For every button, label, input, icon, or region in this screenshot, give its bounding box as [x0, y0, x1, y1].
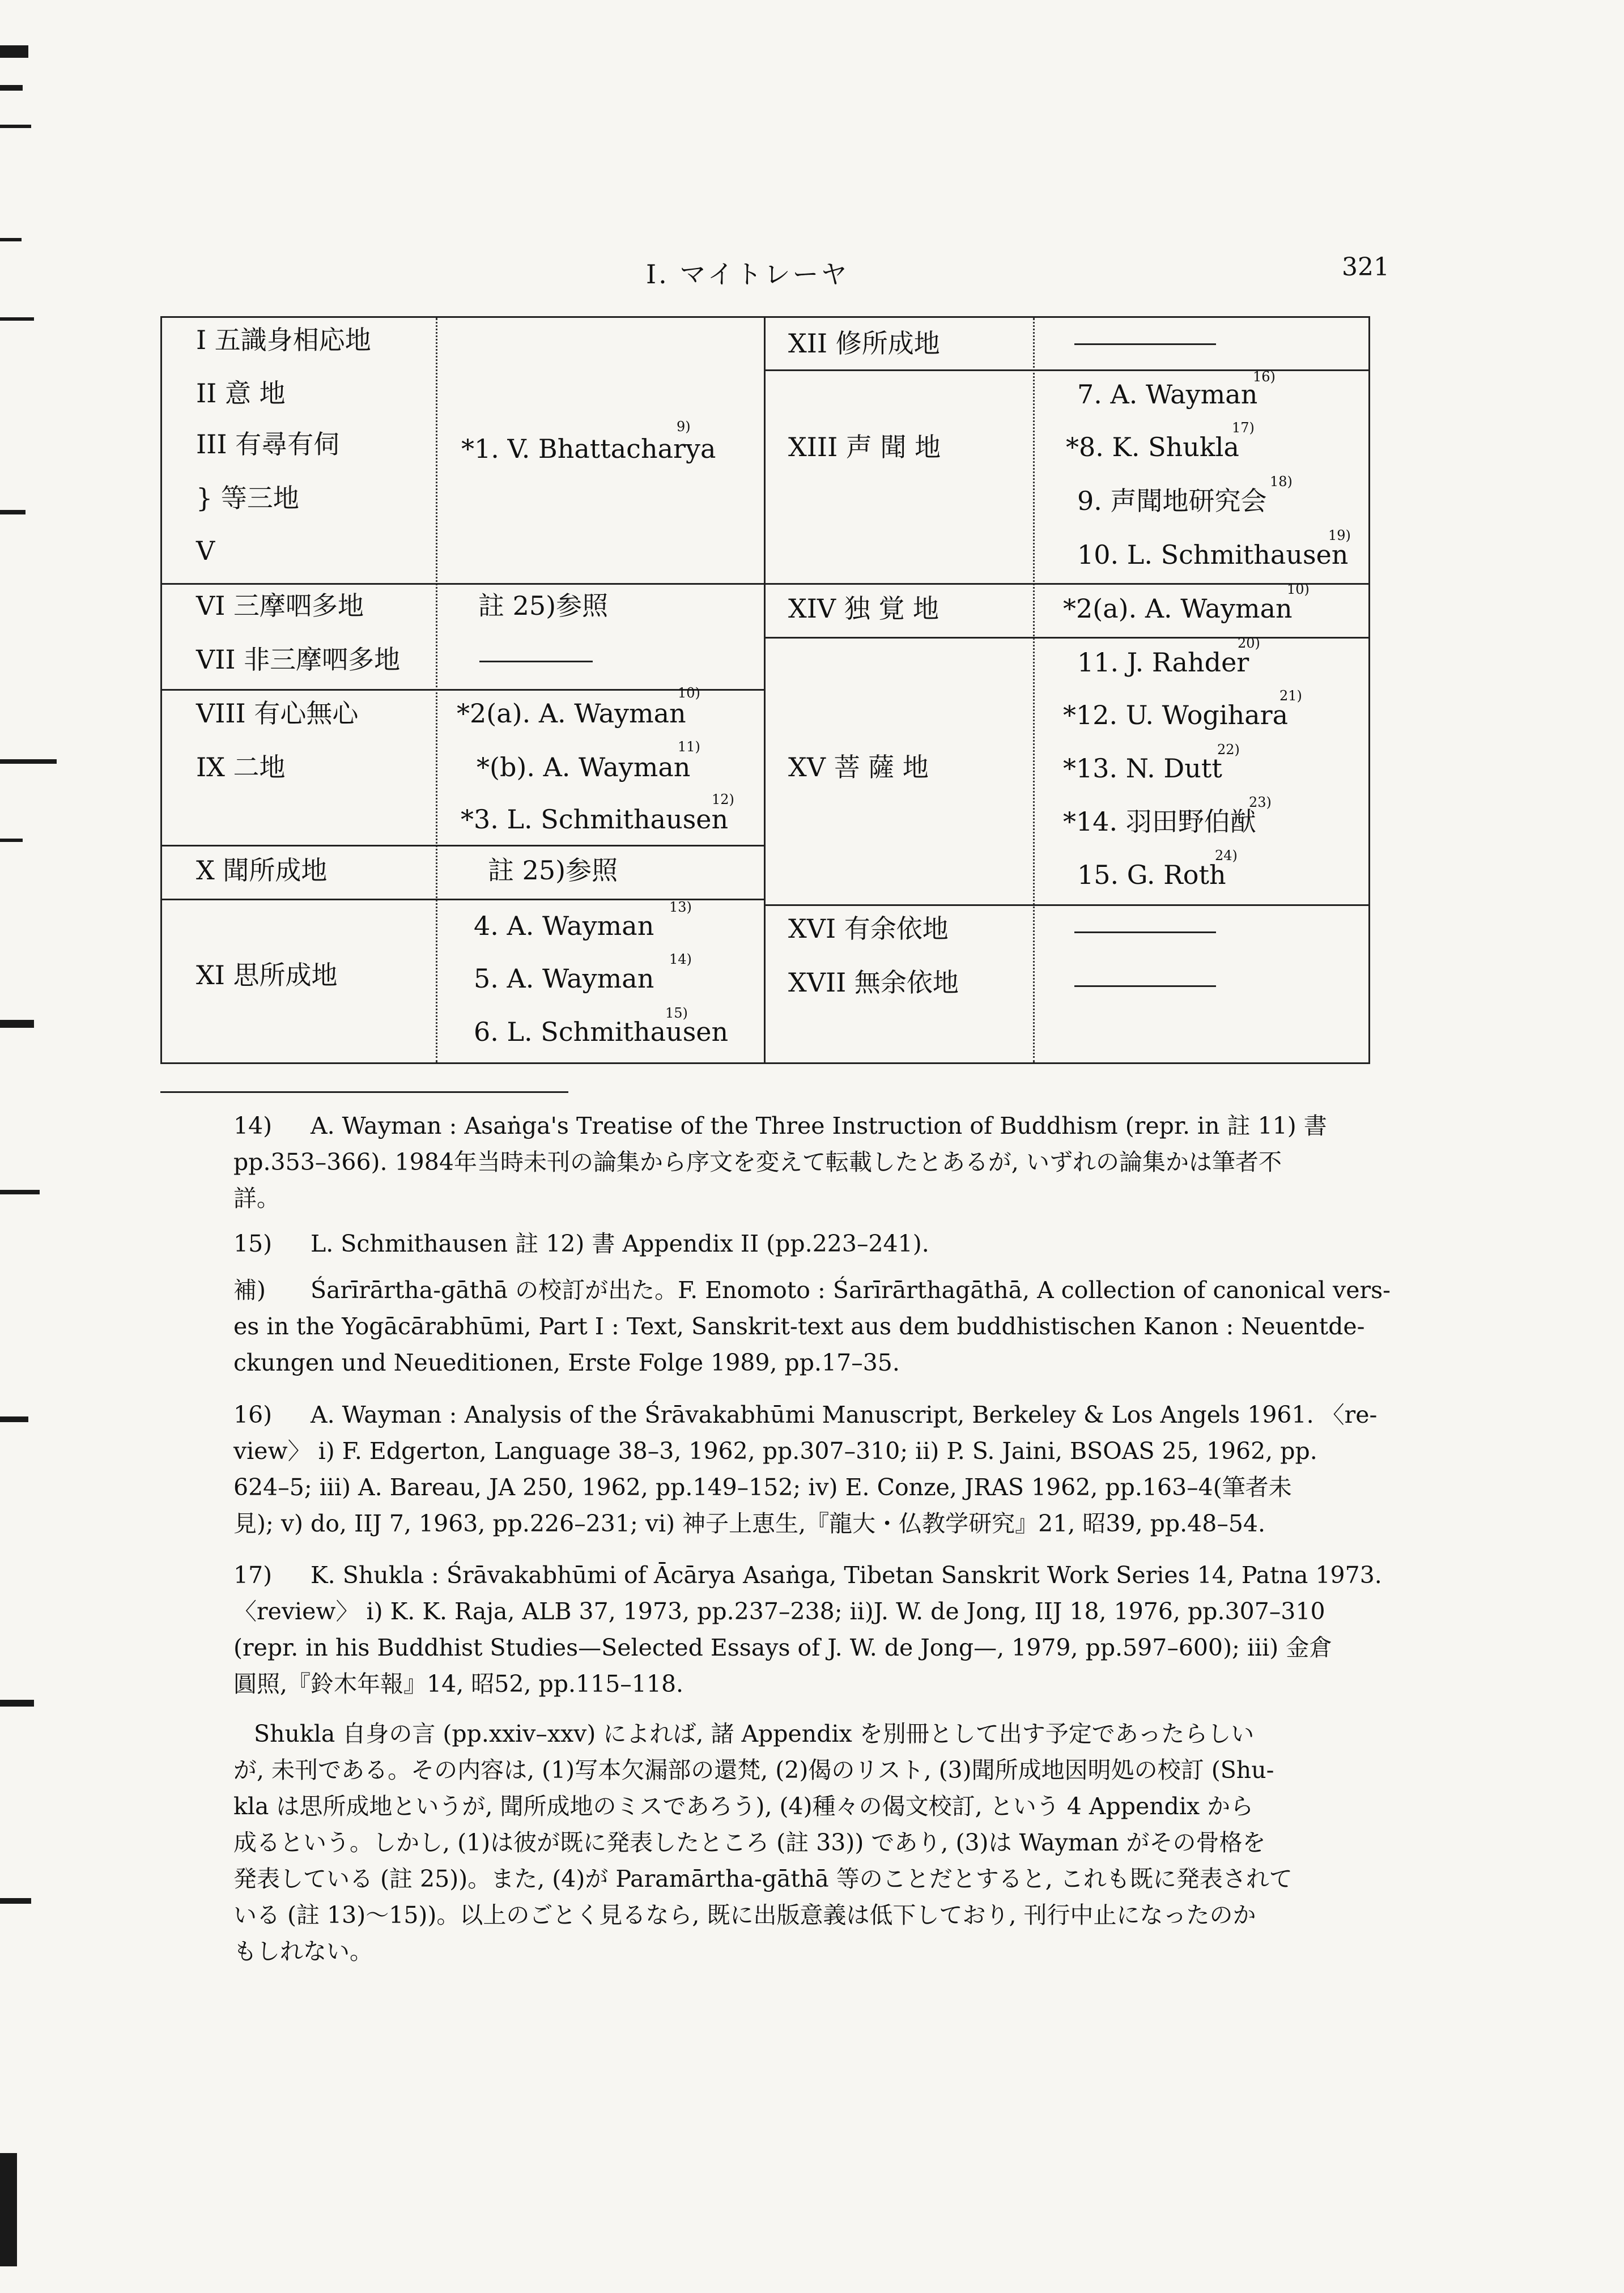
edition-ref: 6. L. Schmithausen [474, 1016, 729, 1047]
left-sub-rule [436, 689, 764, 691]
edition-ref: 註 25)参照 [488, 855, 618, 886]
footnote-line: A. Wayman : Asaṅga's Treatise of the Three Instruction of Buddhism (repr. in 註 11) 書 [311, 1112, 1327, 1139]
edition-ref: *13. N. Dutt [1063, 753, 1222, 784]
section-label: III 有尋有伺 [196, 429, 340, 460]
footnote-marker: 11) [678, 739, 700, 755]
footnote-line: 〈review〉 i) K. K. Raja, ALB 37, 1973, pp.237–238; ii)J. W. de Jong, IIJ 18, 1976, pp.307–310 [233, 1598, 1325, 1625]
footnote-marker: 10) [1287, 581, 1310, 597]
no-edition-dash [1074, 343, 1216, 345]
edition-ref: *14. 羽田野伯猷 [1063, 806, 1256, 837]
section-label: X 聞所成地 [196, 855, 328, 886]
footnote-marker: 9) [677, 419, 691, 435]
edition-ref: *12. U. Wogihara [1063, 700, 1289, 730]
footnote-marker: 18) [1270, 474, 1293, 490]
edition-ref: 15. G. Roth [1077, 860, 1226, 890]
section-label: V [196, 535, 215, 566]
binding-edge [0, 0, 40, 2293]
footnote-line: 見); v) do, IIJ 7, 1963, pp.226–231; vi) 神子上恵生,『龍大・仏教学研究』21, 昭39, pp.48–54. [233, 1510, 1266, 1537]
footnote-marker: 22) [1217, 742, 1240, 758]
edition-ref: 4. A. Wayman [474, 911, 654, 941]
body-paragraph-line: もしれない。 [233, 1938, 373, 1965]
footnote-line: 624–5; iii) A. Bareau, JA 250, 1962, pp.149–152; iv) E. Conze, JRAS 1962, pp.163–4(筆者未 [233, 1474, 1292, 1501]
left-row-rule [162, 845, 764, 846]
footnote-marker: 13) [669, 899, 692, 915]
footnote-line: ckungen und Neueditionen, Erste Folge 1989, pp.17–35. [233, 1349, 900, 1376]
footnote-line: K. Shukla : Śrāvakabhūmi of Ācārya Asaṅga, Tibetan Sanskrit Work Series 14, Patna 1973. [311, 1562, 1382, 1589]
footnote-marker: 17) [1232, 420, 1255, 436]
section-label: IX 二地 [196, 752, 286, 782]
body-paragraph-line: 成るという。しかし, (1)は彼が既に発表したところ (註 33)) であり, (3)は Wayman がその骨格を [233, 1829, 1266, 1856]
footnote-line: es in the Yogācārabhūmi, Part I : Text, Sanskrit-text aus dem buddhistischen Kanon : Neuentde- [233, 1313, 1365, 1340]
section-label: XVI 有余依地 [788, 913, 949, 944]
edition-ref: *1. V. Bhattacharya [461, 433, 716, 464]
footnote-marker: 20) [1238, 635, 1260, 651]
footnote-line: 圓照,『鈴木年報』14, 昭52, pp.115–118. [233, 1670, 684, 1698]
edition-ref: *8. K. Shukla [1066, 432, 1239, 462]
edition-ref: 11. J. Rahder [1077, 647, 1249, 678]
footnote-number: 15) [233, 1230, 273, 1257]
footnote-marker: 16) [1253, 369, 1276, 385]
footnote-line: pp.353–366). 1984年当時未刊の論集から序文を変えて転載したとあるが, いずれの論集かは筆者不 [233, 1148, 1282, 1176]
section-label: XVII 無余依地 [788, 967, 959, 998]
edition-ref: *2(a). A. Wayman [1063, 593, 1293, 624]
edition-ref: *2(a). A. Wayman [457, 698, 686, 729]
footnote-line: A. Wayman : Analysis of the Śrāvakabhūmi Manuscript, Berkeley & Los Angels 1961. 〈re- [311, 1401, 1378, 1428]
section-label: XIII 声 聞 地 [788, 432, 941, 462]
yogacarabhumi-edition-table [160, 316, 1370, 1064]
table-center-rule [764, 318, 766, 1062]
edition-ref: *3. L. Schmithausen [461, 804, 729, 835]
right-row-rule [764, 369, 1368, 371]
section-label: VI 三摩呬多地 [196, 590, 364, 621]
footnote-number: 17) [233, 1562, 273, 1589]
page-number: 321 [1342, 253, 1389, 282]
left-row-rule [162, 689, 436, 691]
footnote-number: 14) [233, 1112, 273, 1139]
right-dotted-rule [1033, 318, 1035, 1062]
footnote-marker: 15) [665, 1005, 688, 1021]
body-paragraph-line: いる (註 13)〜15))。以上のごとく見るなら, 既に出版意義は低下しており, 刊行中止になったのか [233, 1901, 1256, 1929]
footnote-line: Śarīrārtha-gāthā の校訂が出た。F. Enomoto : Śarīrārthagāthā, A collection of canonical vers- [311, 1277, 1391, 1304]
edition-ref: *(b). A. Wayman [477, 752, 691, 782]
section-label: XII 修所成地 [788, 328, 940, 359]
edition-ref: 註 25)参照 [478, 590, 609, 621]
section-label: VII 非三摩呬多地 [196, 644, 401, 675]
footnote-line: L. Schmithausen 註 12) 書 Appendix II (pp.223–241). [311, 1230, 929, 1257]
no-edition-dash [1074, 985, 1216, 987]
footnote-rule [160, 1091, 568, 1093]
edition-ref: 7. A. Wayman [1077, 379, 1258, 410]
footnote-line: 詳。 [233, 1185, 280, 1212]
body-paragraph-line: 発表している (註 25))。また, (4)が Paramārtha-gāthā 等のことだとすると, これも既に発表されて [233, 1865, 1293, 1892]
footnote-marker: 21) [1279, 688, 1302, 704]
footnote-marker: 10) [678, 685, 700, 701]
section-label: } 等三地 [196, 483, 299, 513]
right-row-rule [764, 904, 1368, 906]
footnote-marker: 23) [1249, 794, 1272, 810]
body-paragraph-line: kla は思所成地というが, 聞所成地のミスであろう), (4)種々の偈文校訂, という 4 Appendix から [233, 1793, 1254, 1820]
no-edition-dash [479, 661, 593, 662]
footnote-line: view〉 i) F. Edgerton, Language 38–3, 1962, pp.307–310; ii) P. S. Jaini, BSOAS 25, 1962, pp. [233, 1437, 1317, 1465]
body-paragraph-line: が, 未刊である。その内容は, (1)写本欠漏部の還梵, (2)偈のリスト, (3)聞所成地因明処の校訂 (Shu- [233, 1756, 1274, 1784]
section-label: XIV 独 覚 地 [788, 593, 939, 624]
footnote-marker: 12) [712, 792, 734, 807]
running-title: I. マイトレーヤ [646, 259, 849, 290]
footnote-line: (repr. in his Buddhist Studies—Selected Essays of J. W. de Jong—, 1979, pp.597–600); iii) 金倉 [233, 1634, 1333, 1661]
footnote-marker: 14) [669, 951, 692, 967]
section-label: VIII 有心無心 [196, 698, 359, 729]
section-label: XV 菩 薩 地 [788, 752, 929, 782]
body-paragraph-line: Shukla 自身の言 (pp.xxiv–xxv) によれば, 諸 Appendix を別冊として出す予定であったらしい [254, 1720, 1255, 1747]
no-edition-dash [1074, 931, 1216, 933]
right-row-rule [764, 583, 1368, 585]
edition-ref: 5. A. Wayman [474, 963, 654, 994]
footnote-number: 16) [233, 1401, 273, 1428]
section-label: II 意 地 [196, 378, 286, 409]
left-row-rule [162, 583, 764, 585]
edition-ref: 10. L. Schmithausen [1077, 539, 1349, 570]
section-label: XI 思所成地 [196, 960, 338, 990]
section-label: I 五識身相応地 [196, 325, 371, 355]
footnote-marker: 19) [1328, 527, 1351, 543]
footnote-number: 補) [233, 1277, 266, 1304]
right-row-rule [764, 637, 1368, 639]
footnote-marker: 24) [1215, 848, 1238, 863]
edition-ref: 9. 声聞地研究会 [1077, 486, 1267, 516]
